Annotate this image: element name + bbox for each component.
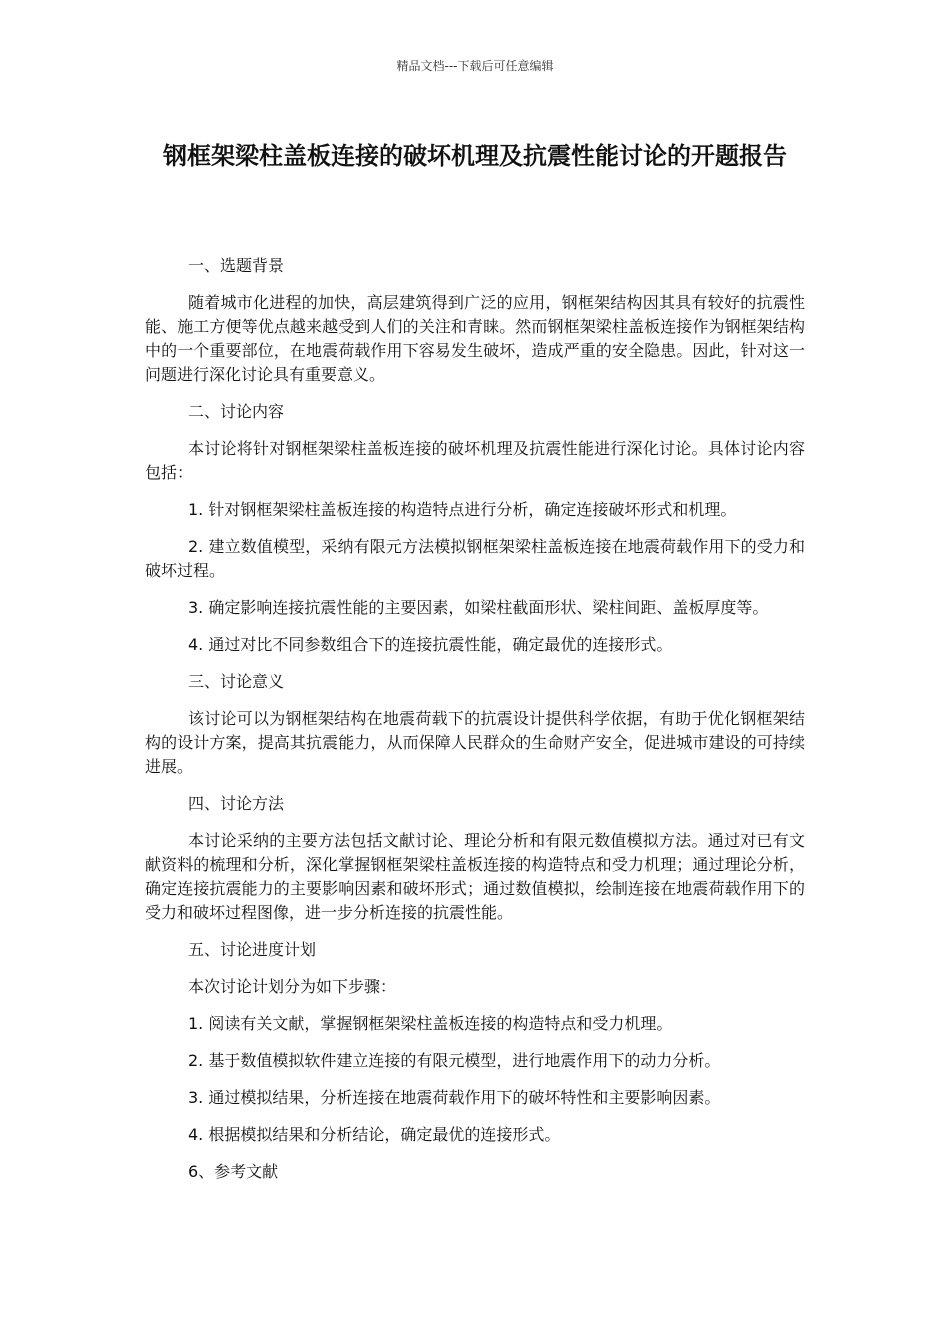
method-paragraph: 本讨论采纳的主要方法包括文献讨论、理论分析和有限元数值模拟方法。通过对已有文献资料的梳理和分析，深化掌握钢框架梁柱盖板连接的构造特点和受力机理；通过理论分析，确定连接抗震能力的主要影响因素和破坏形式；通过数值模拟，绘制连接在地震荷载作用下的受力和破坏过程图像，进一步分析连接的抗震性能。 (145, 831, 805, 922)
section-heading-method: 四、讨论方法 (188, 794, 285, 813)
section-heading-significance: 三、讨论意义 (188, 672, 285, 691)
content-intro: 本讨论将针对钢框架梁柱盖板连接的破坏机理及抗震性能进行深化讨论。具体讨论内容包括： (145, 439, 805, 482)
content-item-4: 4. 通过对比不同参数组合下的连接抗震性能，确定最优的连接形式。 (188, 635, 673, 654)
header-note: 精品文档---下载后可任意编辑 (396, 59, 554, 73)
content-item-1: 1. 针对钢框架梁柱盖板连接的构造特点进行分析，确定连接破坏形式和机理。 (188, 500, 737, 519)
schedule-intro: 本次讨论计划分为如下步骤： (188, 977, 397, 996)
document-body (145, 254, 805, 1197)
section-heading-references: 6、参考文献 (188, 1162, 279, 1181)
schedule-item-2: 2. 基于数值模拟软件建立连接的有限元模型，进行地震作用下的动力分析。 (188, 1051, 721, 1070)
significance-paragraph: 该讨论可以为钢框架结构在地震荷载下的抗震设计提供科学依据，有助于优化钢框架结构的设计方案，提高其抗震能力，从而保障人民群众的生命财产安全，促进城市建设的可持续进展。 (145, 709, 805, 776)
document-title: 钢框架梁柱盖板连接的破坏机理及抗震性能讨论的开题报告 (163, 142, 787, 170)
section-heading-content: 二、讨论内容 (188, 402, 285, 421)
section-heading-schedule: 五、讨论进度计划 (188, 940, 317, 959)
content-item-3: 3. 确定影响连接抗震性能的主要因素，如梁柱截面形状、梁柱间距、盖板厚度等。 (188, 598, 769, 617)
background-paragraph: 随着城市化进程的加快，高层建筑得到广泛的应用，钢框架结构因其具有较好的抗震性能、施工方便等优点越来越受到人们的关注和青睐。然而钢框架梁柱盖板连接作为钢框架结构中的一个重要部位，在地震荷载作用下容易发生破坏，造成严重的安全隐患。因此，针对这一问题进行深化讨论具有重要意义。 (145, 293, 805, 384)
schedule-item-1: 1. 阅读有关文献，掌握钢框架梁柱盖板连接的构造特点和受力机理。 (188, 1014, 673, 1033)
content-item-2: 2. 建立数值模型，采纳有限元方法模拟钢框架梁柱盖板连接在地震荷载作用下的受力和破坏过程。 (145, 537, 805, 580)
schedule-item-4: 4. 根据模拟结果和分析结论，确定最优的连接形式。 (188, 1125, 561, 1144)
section-heading-background: 一、选题背景 (188, 256, 285, 275)
schedule-item-3: 3. 通过模拟结果，分析连接在地震荷载作用下的破坏特性和主要影响因素。 (188, 1088, 721, 1107)
